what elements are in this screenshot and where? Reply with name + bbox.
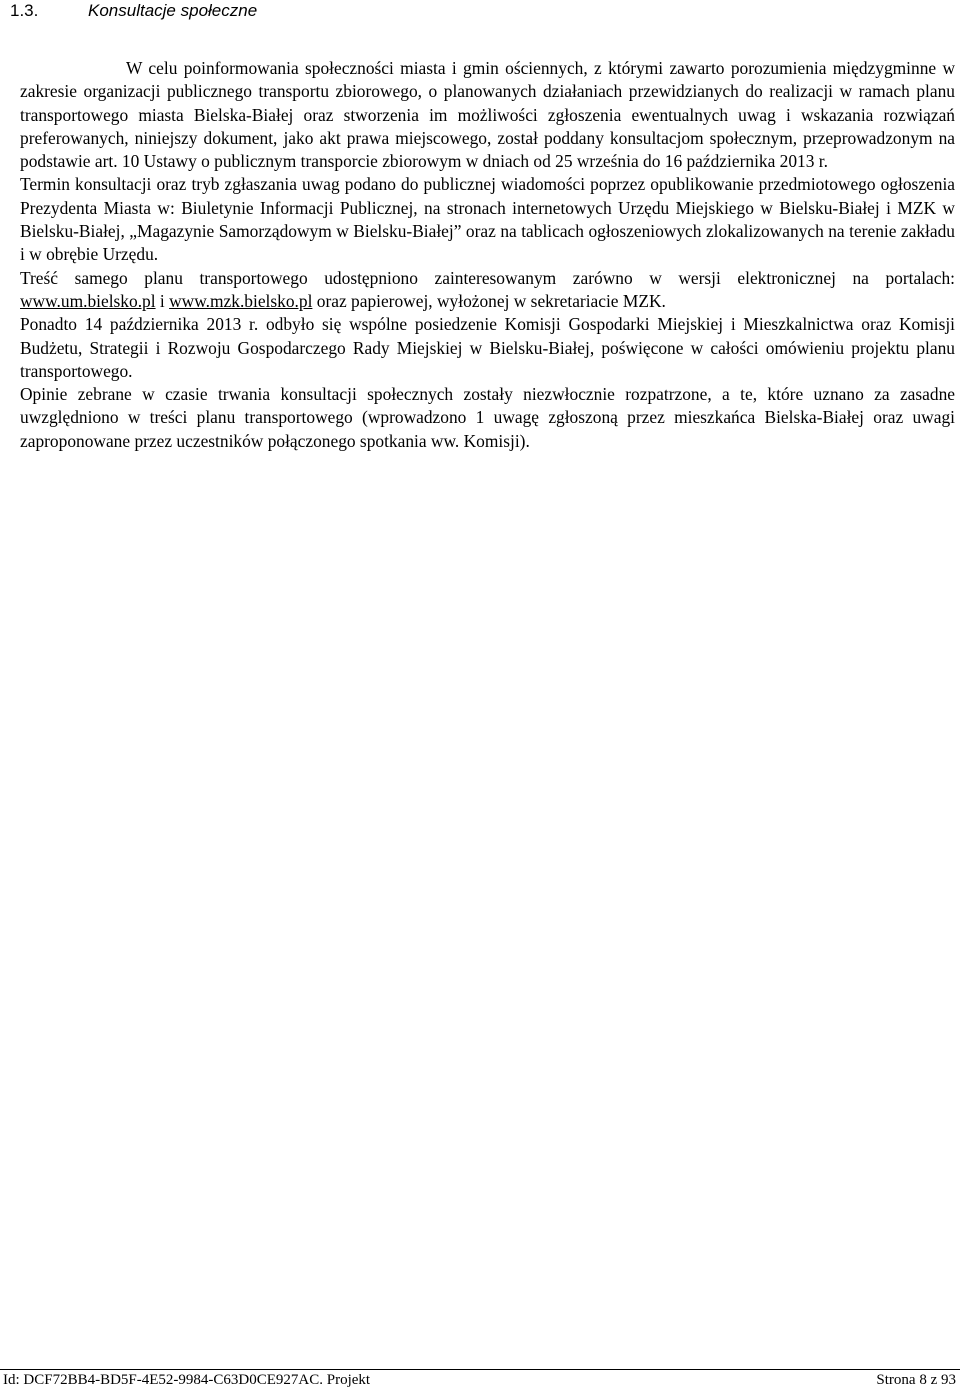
paragraph-consultation-intro: W celu poinformowania społeczności miasta i gmin ościennych, z którymi zawarto porozumienia międzygminne w zakresie organizacji publicznego transportu zbiorowego, o planowanych działaniach przewidzianych do realizacji w ramach planu transportowego miasta Bielska-Białej oraz stworzenia im możliwości zgłoszenia ewentualnych uwag i wskazania rozwiązań preferowanych, niniejszy dokument, jako akt prawa miejscowego, został poddany konsultacjom społecznym, przeprowadzonym na podstawie art. 10 Ustawy o publicznym transporcie zbiorowym w dniach od 25 września do 16 października 2013 r. (20, 58, 955, 172)
link-um-bielsko[interactable]: www.um.bielsko.pl (20, 290, 156, 311)
footer-divider (0, 1369, 960, 1370)
footer-page-number: Strona 8 z 93 (876, 1372, 956, 1388)
section-number: 1.3. (10, 1, 39, 20)
paragraph-consultation-terms: Termin konsultacji oraz tryb zgłaszania uwag podano do publicznej wiadomości poprzez opublikowanie przedmiotowego ogłoszenia Prezydenta Miasta w: Biuletynie Informacji Publicznej, na stronach internetowych Urzędu Miejskiego w Bielsku-Białej i MZK w Bielsku-Białej, „Magazynie Samorządowym w Bielsku-Białej” oraz na tablicach ogłoszeniowych zlokalizowanych na terenie zakładu i w obrębie Urzędu. (20, 174, 955, 265)
paragraph-plan-availability (20, 267, 955, 314)
footer-document-id: Id: DCF72BB4-BD5F-4E52-9984-C63D0CE927AC. Projekt (3, 1372, 371, 1388)
plan-availability-text-middle: i (155, 290, 170, 311)
link-mzk-bielsko[interactable]: www.mzk.bielsko.pl (169, 290, 313, 311)
plan-availability-text-start: Treść samego planu transportowego udostępniono zainteresowanym zarówno w wersji elektronicznej na portalach: (20, 267, 955, 288)
section-body (20, 57, 955, 453)
plan-availability-text-end: oraz papierowej, wyłożonej w sekretariacie MZK. (312, 290, 666, 311)
paragraph-opinions: Opinie zebrane w czasie trwania konsultacji społecznych zostały niezwłocznie rozpatrzone, a te, które uznano za zasadne uwzględniono w treści planu transportowego (wprowadzono 1 uwagę zgłoszoną przez mieszkańca Bielska-Białej oraz uwagi zaproponowane przez uczestników połączonego spotkania ww. Komisji). (20, 384, 955, 451)
section-heading (10, 0, 257, 22)
section-title: Konsultacje społeczne (88, 1, 258, 20)
paragraph-joint-session: Ponadto 14 października 2013 r. odbyło się wspólne posiedzenie Komisji Gospodarki Miejskiej i Mieszkalnictwa oraz Komisji Budżetu, Strategii i Rozwoju Gospodarczego Rady Miejskiej w Bielsku-Białej, poświęcone w całości omówieniu projektu planu transportowego. (20, 314, 955, 381)
